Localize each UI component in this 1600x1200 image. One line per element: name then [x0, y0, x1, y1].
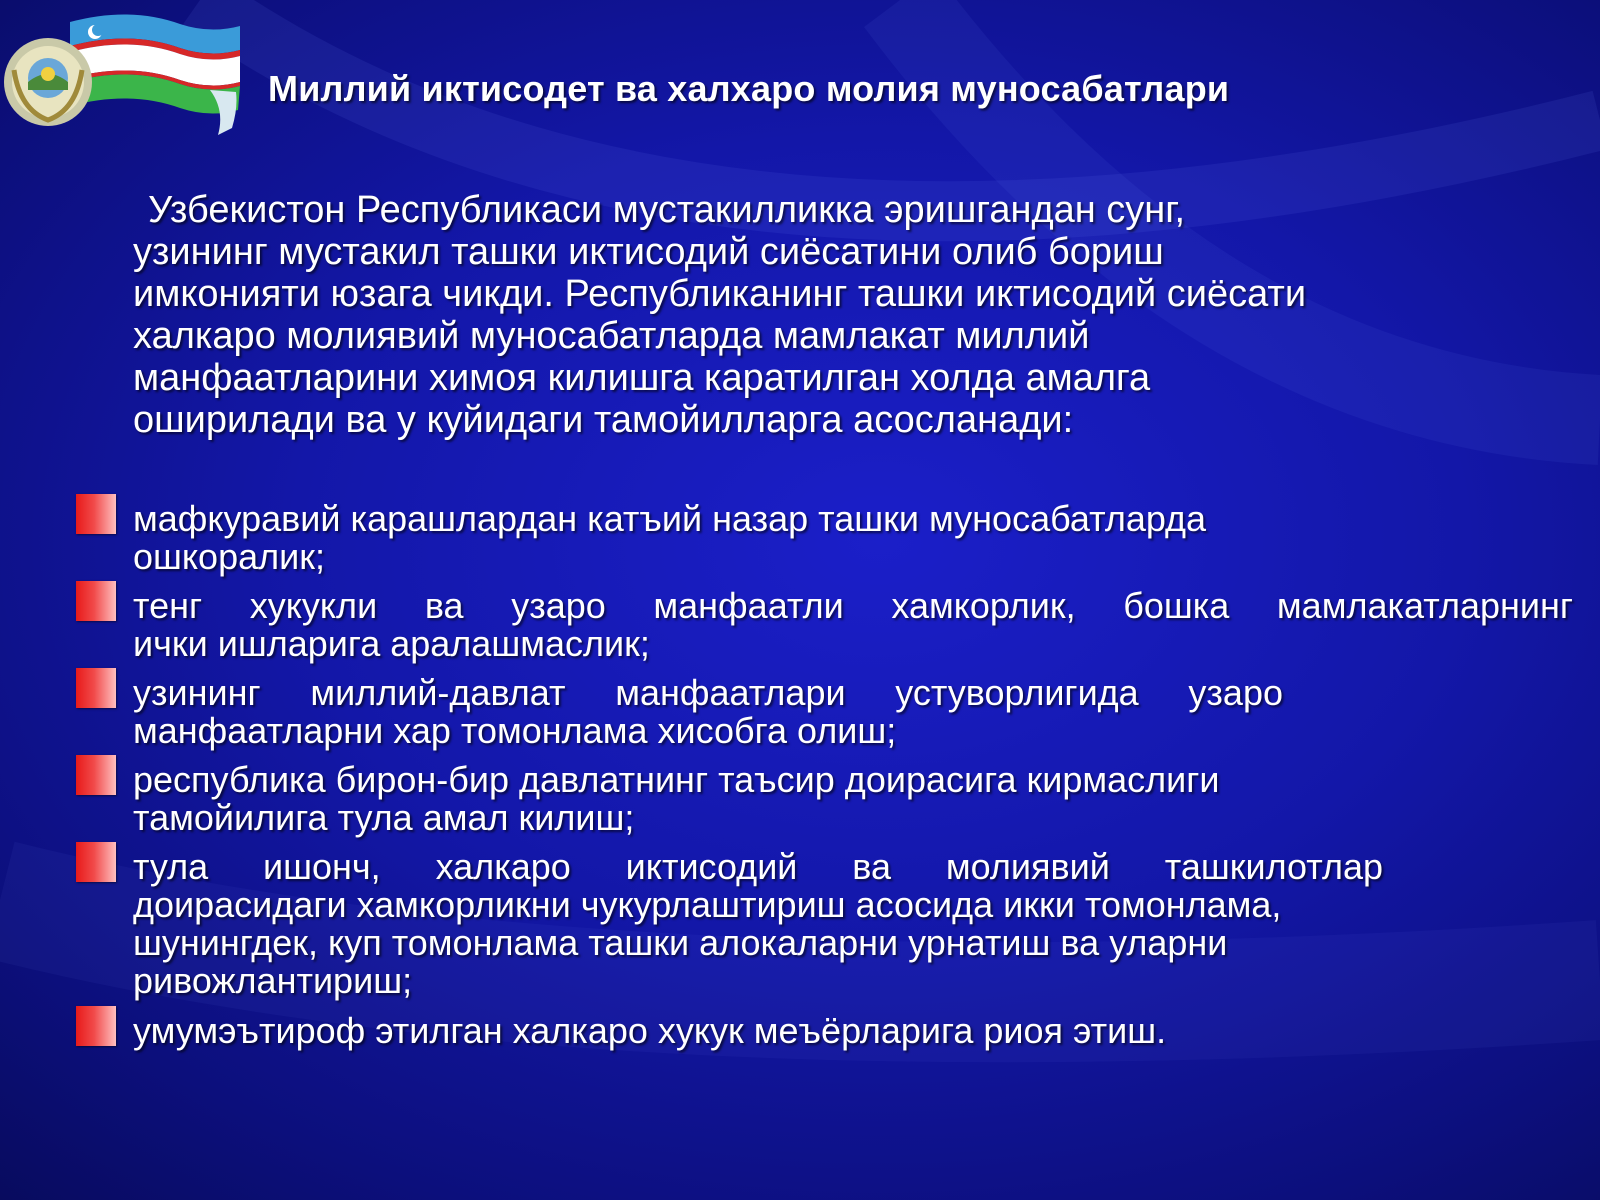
list-item — [133, 848, 1383, 1000]
bullet-square-icon — [76, 1006, 116, 1046]
list-item-line: шунингдек, куп томонлама ташки алокаларни урнатиш ва уларни — [133, 922, 1228, 963]
bullet-square-icon — [76, 494, 116, 534]
list-item-line: узининг миллий-давлат манфаатлари устуворлигида узаро — [133, 672, 1283, 713]
list-item-line: ички ишларига аралашмаслик; — [133, 623, 650, 664]
list-item-line: умумэътироф этилган халкаро хукук меъёрларига риоя этиш. — [133, 1010, 1167, 1051]
intro-line: узининг мустакил ташки иктисодий сиёсатини олиб бориш — [133, 231, 1164, 273]
bullet-square-icon — [76, 581, 116, 621]
list-item — [133, 1012, 1573, 1050]
list-item-line: манфаатларни хар томонлама хисобга олиш; — [133, 710, 897, 751]
list-item-line: доирасидаги хамкорликни чукурлаштириш асосида икки томонлама, — [133, 884, 1282, 925]
list-item-line: ошкоралик; — [133, 536, 325, 577]
bullet-square-icon — [76, 842, 116, 882]
intro-line: имконияти юзага чикди. Республиканинг ташки иктисодий сиёсати — [133, 273, 1307, 315]
intro-line: халкаро молиявий муносабатларда мамлакат миллий — [133, 315, 1090, 357]
list-item — [133, 761, 1573, 837]
list-item-line: тула ишонч, халкаро иктисодий ва молиявий ташкилотлар — [133, 846, 1383, 887]
list-item — [133, 587, 1573, 663]
list-item-line: тенг хукукли ва узаро манфаатли хамкорлик, бошка мамлакатларнинг — [133, 585, 1573, 626]
intro-line: оширилади ва у куйидаги тамойилларга асосланади: — [133, 399, 1074, 441]
list-item — [133, 500, 1573, 576]
slide-title: Миллий иктисодет ва халхаро молия муносабатлари — [268, 68, 1230, 109]
list-item — [133, 674, 1283, 750]
bullet-square-icon — [76, 668, 116, 708]
list-item-line: мафкуравий карашлардан катъий назар ташки муносабатларда — [133, 498, 1207, 539]
bullet-square-icon — [76, 755, 116, 795]
intro-line: манфаатларини химоя килишга каратилган холда амалга — [133, 357, 1151, 399]
list-item-line: тамойилига тула амал килиш; — [133, 797, 635, 838]
list-item-line: республика бирон-бир давлатнинг таъсир доирасига кирмаслиги — [133, 759, 1220, 800]
list-item-line: ривожлантириш; — [133, 960, 413, 1001]
intro-line: Узбекистон Республикаси мустакилликка эришгандан сунг, — [148, 189, 1186, 231]
